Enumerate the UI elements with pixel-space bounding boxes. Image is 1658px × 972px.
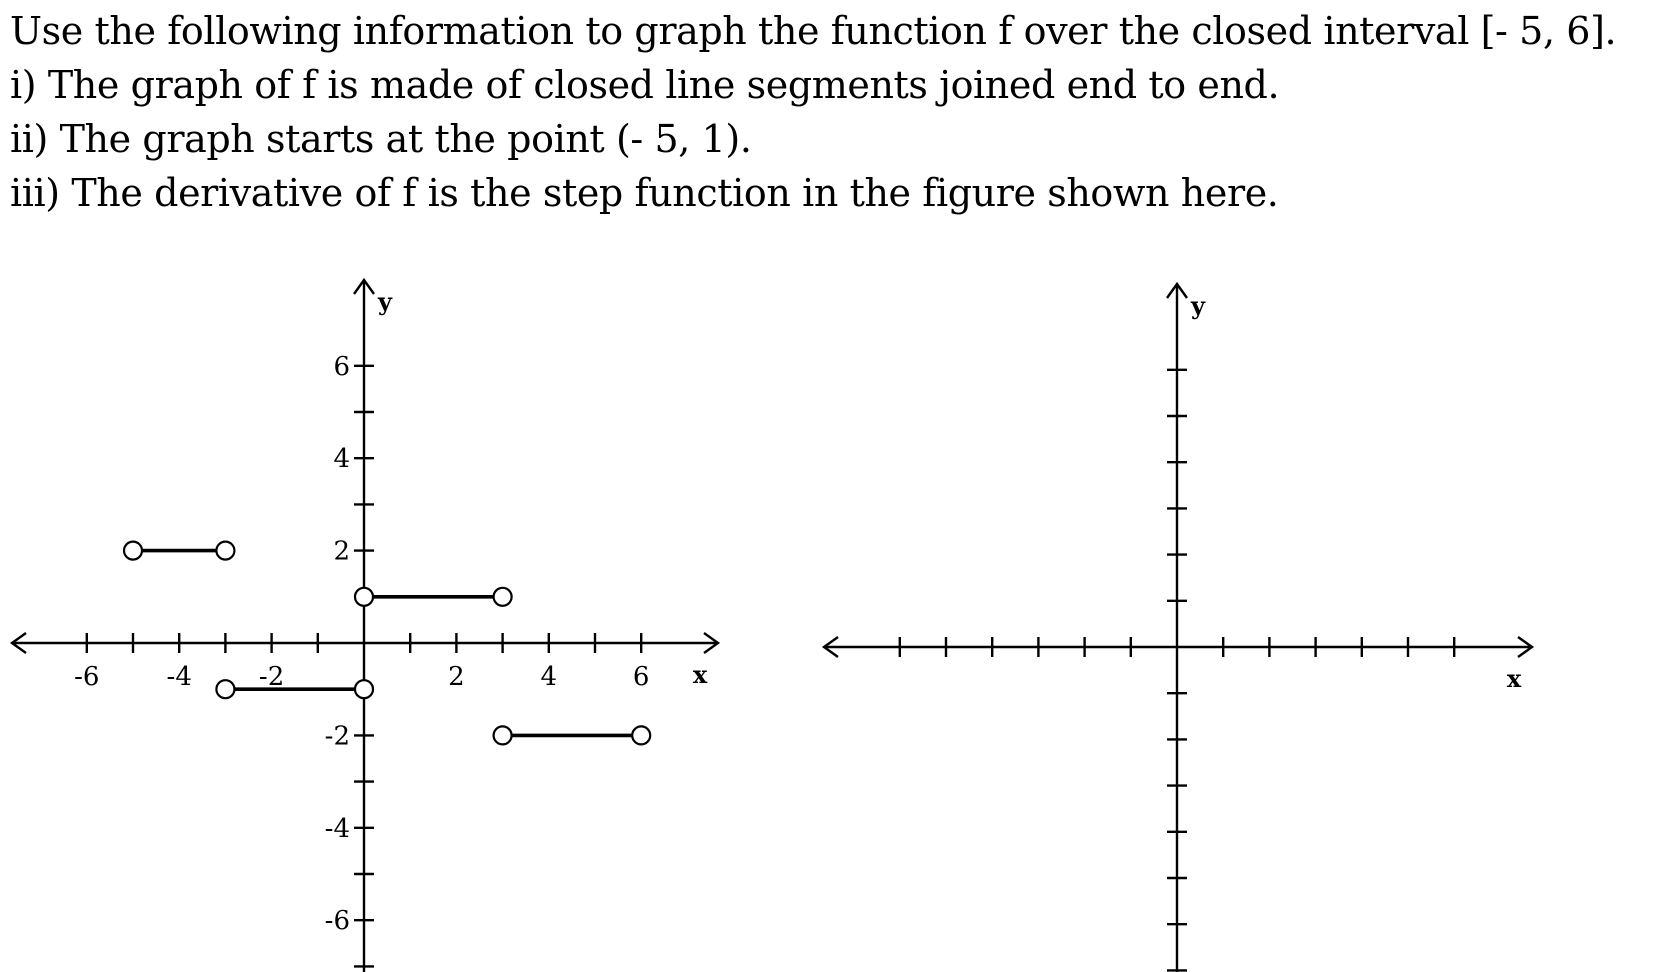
- x-axis-label: x: [1506, 664, 1522, 693]
- x-tick-label: 2: [448, 662, 465, 692]
- x-tick-label: -4: [166, 662, 192, 692]
- step-segment-4: [494, 726, 651, 744]
- x-axis-label: x: [692, 660, 708, 689]
- blank-answer-chart: [824, 284, 1532, 972]
- problem-line-2: i) The graph of f is made of closed line segments joined end to end.: [10, 63, 1280, 107]
- x-tick-label: -6: [74, 662, 100, 692]
- x-tick-label: 6: [632, 662, 650, 692]
- y-tick-label: -6: [324, 906, 350, 937]
- open-endpoint: [216, 680, 234, 698]
- open-endpoint: [494, 588, 512, 606]
- open-endpoint: [355, 680, 373, 698]
- derivative-step-chart: [12, 280, 718, 972]
- step-segment-3: [355, 588, 512, 606]
- open-endpoint: [494, 726, 512, 744]
- x-tick-label: -2: [258, 662, 285, 692]
- y-axis-label: y: [1191, 291, 1205, 320]
- step-segment-2: [216, 680, 373, 698]
- open-endpoint: [216, 542, 234, 560]
- x-tick-label: 4: [540, 662, 558, 692]
- open-endpoint: [355, 588, 373, 606]
- open-endpoint: [124, 542, 142, 560]
- y-tick-label: 6: [333, 351, 350, 382]
- problem-line-3: ii) The graph starts at the point (- 5, 1).: [10, 117, 752, 161]
- y-tick-label: 2: [333, 536, 350, 567]
- problem-line-4: iii) The derivative of f is the step function in the figure shown here.: [10, 171, 1279, 215]
- y-axis-label: y: [378, 287, 392, 316]
- y-tick-label: -2: [324, 721, 350, 752]
- step-segment-1: [124, 542, 234, 560]
- open-endpoint: [632, 726, 650, 744]
- y-tick-label: -4: [324, 813, 350, 844]
- y-tick-label: 4: [333, 444, 350, 475]
- problem-line-1: Use the following information to graph the function f over the closed interval [- 5, 6].: [10, 9, 1617, 53]
